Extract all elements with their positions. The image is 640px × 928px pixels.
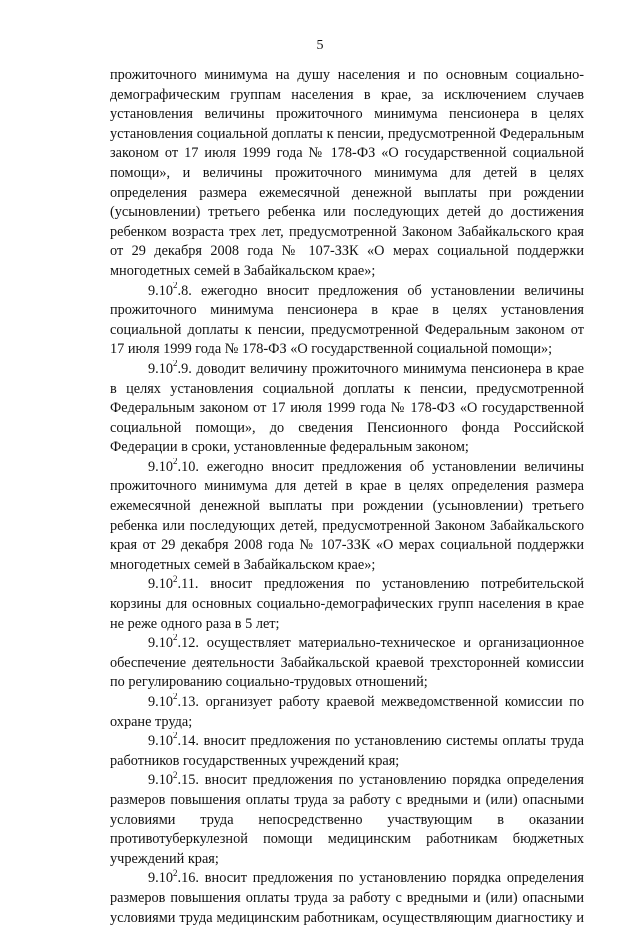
text-line: ребенком возраста трех лет, предусмотренной Законом Забайкальского края	[110, 223, 584, 240]
text-line: демографическим группам населения в крае, за исключением случаев	[110, 86, 584, 103]
text-line: противотуберкулезной помощи медицинским работникам бюджетных	[110, 831, 584, 848]
paragraph	[110, 66, 584, 282]
paragraph	[110, 732, 584, 771]
clause-number: 9.10	[148, 576, 174, 593]
clause-superscript: 2	[173, 575, 178, 584]
clause-superscript: 2	[173, 771, 178, 780]
text-line	[110, 458, 584, 478]
text-line: установления социальной доплаты к пенсии, предусмотренной Федеральным	[110, 125, 584, 142]
text-line: ребенка или последующих детей, предусмотренной Законом Забайкальского	[110, 517, 584, 534]
text-line: учреждений края;	[110, 850, 219, 867]
text-line: социальной помощи», до сведения Пенсионного фонда Российской	[110, 419, 584, 436]
clause-number: 9.10	[148, 282, 174, 299]
text-line: прожиточного минимума на душу населения и по основным социально-	[110, 67, 584, 83]
text-line: социальной доплаты к пенсии, предусмотренной Федеральным законом от	[110, 321, 584, 338]
paragraph	[110, 771, 584, 869]
text-line: многодетных семей в Забайкальском крае»;	[110, 262, 376, 279]
clause-superscript: 2	[173, 457, 178, 467]
text-line: прожиточного минимума для детей в крае в целях определения размера	[110, 478, 584, 495]
text-line: не реже одного раза в 5 лет;	[110, 615, 280, 632]
text-line	[110, 732, 584, 752]
line-text: .8. ежегодно вносит предложения об установлении величины	[177, 282, 584, 299]
text-line: размеров повышения оплаты труда за работу с вредными и (или) опасными	[110, 889, 584, 906]
clause-superscript: 2	[173, 869, 178, 878]
text-line: Федерации в сроки, установленные федеральным законом;	[110, 439, 469, 456]
text-line: Федеральным законом от 17 июля 1999 года № 178-ФЗ «О государственной	[110, 400, 584, 417]
paragraph	[110, 869, 584, 928]
text-line: (усыновлении) третьего ребенка или последующих детей до достижения	[110, 204, 584, 221]
text-line	[110, 693, 584, 713]
text-line: ежемесячной денежной выплаты при рождении (усыновлении) третьего	[110, 498, 584, 515]
line-text: .14. вносит предложения по установлению системы оплаты труда	[177, 733, 584, 750]
line-text: .9. доводит величину прожиточного минимума пенсионера в крае	[177, 360, 584, 377]
text-line: многодетных семей в Забайкальском крае»;	[110, 556, 376, 573]
text-line: края от 29 декабря 2008 года № 107-ЗЗК «О мерах социальной поддержки	[110, 537, 584, 554]
text-line: условиями труда непосредственно участвующим в оказании	[110, 811, 584, 828]
clause-number: 9.10	[148, 635, 174, 652]
line-text: .13. организует работу краевой межведомственной комиссии по	[177, 694, 584, 710]
document-body	[110, 66, 584, 928]
paragraph	[110, 282, 584, 360]
clause-number: 9.10	[148, 772, 174, 789]
page-number: 5	[316, 38, 324, 53]
clause-number: 9.10	[148, 870, 174, 887]
text-line: установления величины прожиточного минимума пенсионера в целях	[110, 106, 584, 123]
text-line: условиями труда медицинским работникам, осуществляющим диагностику и	[110, 909, 584, 926]
paragraph	[110, 360, 584, 458]
line-text: .15. вносит предложения по установлению порядка определения	[177, 772, 584, 789]
text-line: обеспечение деятельности Забайкальской краевой трехсторонней комиссии	[110, 654, 584, 671]
paragraph	[110, 458, 584, 576]
text-line	[110, 575, 584, 595]
line-text: .11. вносит предложения по установлению потребительской	[177, 576, 584, 593]
clause-number: 9.10	[148, 458, 174, 475]
text-line: законом от 17 июля 1999 года № 178-ФЗ «О государственной социальной	[110, 145, 584, 162]
text-line: помощи», и величины прожиточного минимума для детей в целях	[110, 164, 584, 181]
paragraph	[110, 693, 584, 732]
text-line: прожиточного минимума пенсионера в крае в целях установления	[110, 302, 584, 319]
text-line: по регулированию социально-трудовых отношений;	[110, 674, 428, 691]
clause-number: 9.10	[148, 733, 174, 750]
text-line: работников государственных учреждений края;	[110, 752, 400, 769]
text-line: охране труда;	[110, 713, 193, 730]
paragraph	[110, 634, 584, 693]
text-line: в целях установления социальной доплаты к пенсии, предусмотренной	[110, 380, 584, 397]
clause-superscript: 2	[173, 634, 178, 643]
text-line: 17 июля 1999 года № 178-ФЗ «О государственной социальной помощи»;	[110, 341, 553, 358]
text-line	[110, 360, 584, 380]
paragraph	[110, 575, 584, 634]
text-line: корзины для основных социально-демографических групп населения в крае	[110, 596, 584, 613]
line-text: .10. ежегодно вносит предложения об установлении величины	[177, 458, 584, 475]
clause-number: 9.10	[148, 694, 174, 710]
text-line	[110, 771, 584, 791]
text-line: от 29 декабря 2008 года № 107-ЗЗК «О мерах социальной поддержки	[110, 243, 584, 260]
text-line	[110, 634, 584, 654]
clause-number: 9.10	[148, 360, 174, 377]
clause-superscript: 2	[173, 359, 178, 369]
text-line: определения размера ежемесячной денежной выплаты при рождении	[110, 184, 584, 201]
line-text: .16. вносит предложения по установлению порядка определения	[177, 870, 584, 887]
text-line	[110, 282, 584, 302]
text-line	[110, 869, 584, 889]
clause-superscript: 2	[173, 693, 178, 702]
clause-superscript: 2	[173, 281, 178, 290]
text-line: размеров повышения оплаты труда за работу с вредными и (или) опасными	[110, 791, 584, 808]
line-text: .12. осуществляет материально-техническое и организационное	[177, 635, 584, 652]
clause-superscript: 2	[173, 732, 178, 741]
